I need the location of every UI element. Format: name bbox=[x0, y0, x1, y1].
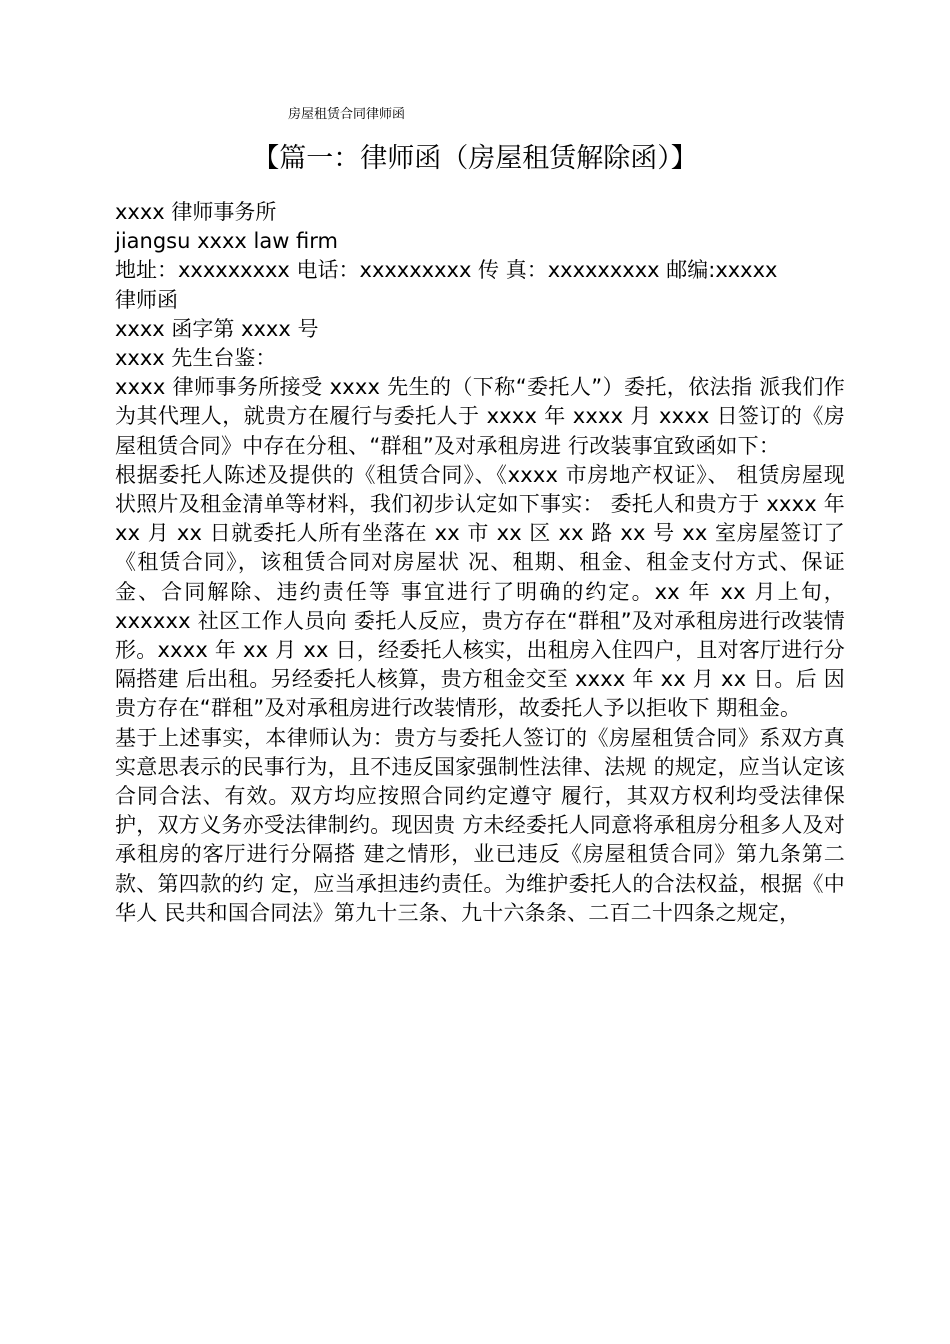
document-header: 房屋租赁合同律师函 bbox=[288, 107, 406, 122]
paragraph-opinion: 基于上述事实，本律师认为：贵方与委托人签订的《房屋租赁合同》系双方真实意思表示的民事行为，且不违反国家强制性法律、法规 的规定，应当认定该合同合法、有效。双方均应按照合同约定遵守 履行，其双方权利均受法律保护，双方义务亦受法律制约。现因贵 方未经委托人同意将承租房分租多人及对承租房的客厅进行分隔搭 建之情形，业已违反《房屋租赁合同》第九条第二款、第四款的约 定，应当承担违约责任。为维护委托人的合法权益，根据《中华人 民共和国合同法》第九十三条、九十六条条、二百二十四条之规定， bbox=[115, 725, 845, 925]
paragraph-facts: 根据委托人陈述及提供的《租赁合同》、《xxxx 市房地产权证》、 租赁房屋现状照片及租金清单等材料，我们初步认定如下事实： 委托人和贵方于 xxxx 年 xx 月 xx 日就委托人所有坐落在 xx 市 xx 区 xx 路 xx 号 xx 室房屋签订了《租赁合同》，该租赁合同对房屋状 况、租期、租金、租金支付方式、保证金、合同解除、违约责任等 事宜进行了明确的约定。xx 年 xx 月上旬，xxxxxx 社区工作人员向 委托人反应，贵方存在“群租”及对承租房进行改装情形。xxxx 年 xx 月 xx 日，经委托人核实，出租房入住四户，且对客厅进行分隔搭建 后出租。另经委托人核算，贵方租金交至 xxxx 年 xx 月 xx 日。后 因贵方存在“群租”及对承租房进行改装情形，故委托人予以拒收下 期租金。 bbox=[115, 462, 845, 721]
firm-name: xxxx 律师事务所 bbox=[115, 200, 277, 224]
salutation: xxxx 先生台鉴： bbox=[115, 346, 277, 371]
letter-number: xxxx 函字第 xxxx 号 bbox=[115, 316, 319, 341]
letter-type: 律师函 bbox=[115, 287, 178, 312]
paragraph-intro: xxxx 律师事务所接受 xxxx 先生的（下称“委托人”）委托，依法指 派我们作为其代理人，就贵方在履行与委托人于 xxxx 年 xxxx 月 xxxx 日签订的《房屋租赁合同》中存在分租、“群租”及对承租房进 行改装事宜致函如下： bbox=[115, 375, 845, 458]
letter-body bbox=[115, 198, 845, 928]
firm-name-en: jiangsu xxxx law firm bbox=[115, 229, 338, 254]
contact-line: 地址：xxxxxxxxx 电话：xxxxxxxxx 传 真：xxxxxxxxx 邮编:xxxxx bbox=[115, 258, 778, 283]
document-title: 【篇一：律师函（房屋租赁解除函）】 bbox=[252, 143, 698, 174]
